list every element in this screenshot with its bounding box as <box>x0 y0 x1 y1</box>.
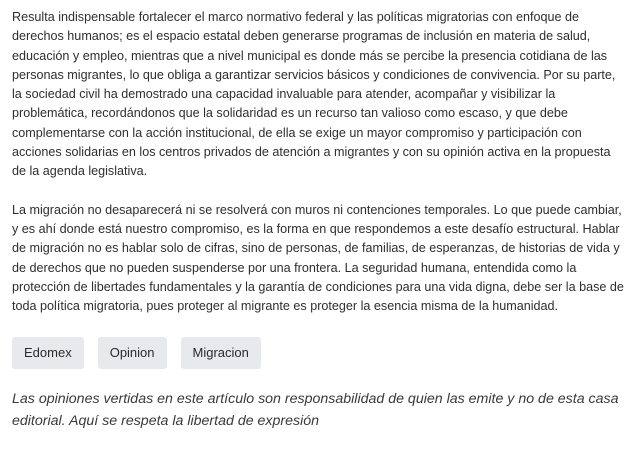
tag-opinion[interactable]: Opinion <box>98 337 167 369</box>
tag-migracion[interactable]: Migracion <box>181 337 261 369</box>
tag-edomex[interactable]: Edomex <box>12 337 84 369</box>
article-paragraph-1: Resulta indispensable fortalecer el marco normativo federal y las políticas migratorias con enfoque de derechos humanos; es el espacio estatal deben generarse programas de inclusión en materia de salud, educación y empleo, mientras que a nivel municipal es donde más se percibe la presencia cotidiana de las personas migrantes, lo que obliga a garantizar servicios básicos y condiciones de convivencia. Por su parte, la sociedad civil ha demostrado una capacidad invaluable para atender, acompañar y visibilizar la problemática, recordándonos que la solidaridad es un recurso tan valioso como escaso, y que debe complementarse con la acción institucional, de ella se exige un mayor compromiso y participación con acciones solidarias en los centros privados de atención a migrantes y con su opinión activa en la propuesta de la agenda legislativa. <box>12 10 616 179</box>
tag-list <box>12 337 626 369</box>
editorial-disclaimer: Las opiniones vertidas en este artículo son responsabilidad de quien las emite y no de esta casa editorial. Aquí se respeta la libertad de expresión <box>12 391 619 430</box>
article-paragraph-2: La migración no desaparecerá ni se resolverá con muros ni contenciones temporales. Lo que puede cambiar, y es ahí donde está nuestro compromiso, es la forma en que respondemos a este desafío estructural. Hablar de migración no es hablar solo de cifras, sino de personas, de familias, de esperanzas, de historias de vida y de derechos que no pueden suspenderse por una frontera. La seguridad humana, entendida como la protección de libertades fundamentales y la garantía de condiciones para una vida digna, debe ser la base de toda política migratoria, pues proteger al migrante es proteger la esencia misma de la humanidad. <box>12 202 624 314</box>
